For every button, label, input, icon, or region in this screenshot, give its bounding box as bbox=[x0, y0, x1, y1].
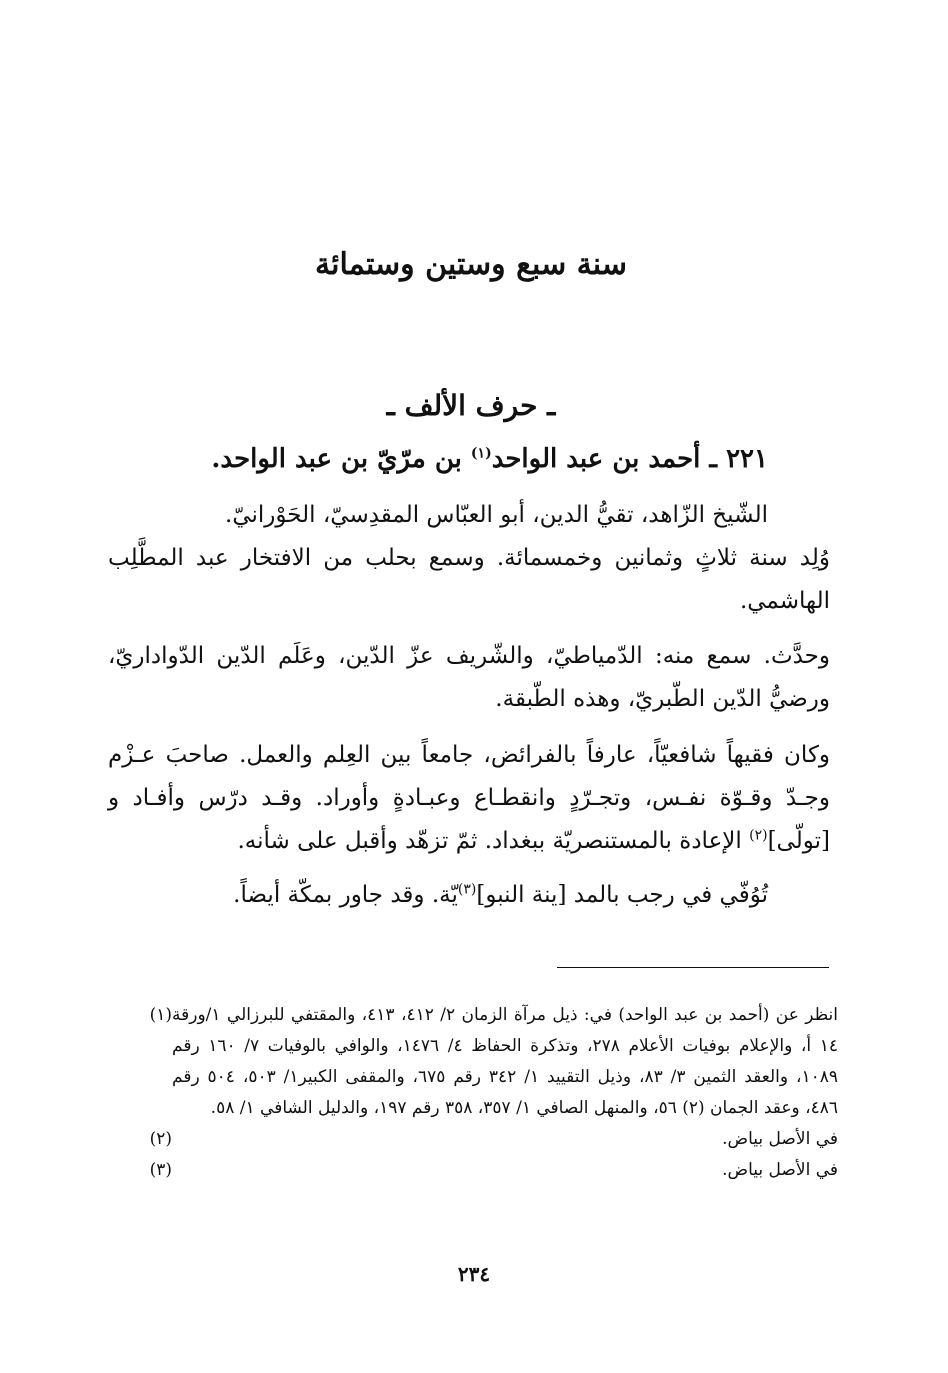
footnote-ref-2: (٢) bbox=[749, 827, 768, 844]
footnote-2 bbox=[108, 1124, 838, 1155]
paragraph-5-text: تُوُفّي في رجب بالمد [ينة النبو] bbox=[476, 882, 768, 908]
footnote-text: في الأصل بياض. bbox=[722, 1160, 838, 1180]
paragraph-3: وحدَّث. سمع منه: الدّمياطيّ، والشّريف عزّ الدّين، وعَلَم الدّين الدّواداريّ، ورضيُّ الدّين الطّبريّ، وهذه الطّبقة. bbox=[108, 643, 830, 712]
paragraph-4 bbox=[108, 734, 830, 863]
footnote-number: (٢) bbox=[149, 1129, 172, 1149]
footnote-1 bbox=[108, 1000, 838, 1124]
footnote-ref-1: (١) bbox=[470, 445, 492, 462]
footnote-number: (١) bbox=[149, 1005, 172, 1025]
footnote-text: انظر عن (أحمد بن عبد الواحد) في: ذيل مرآة الزمان ٢/ ٤١٢، ٤١٣، والمقتفي للبرزالي ١/ورقة ١٤ أ، والإعلام بوفيات الأعلام ٢٧٨، وتذكرة الحفاظ ٤/ ١٤٧٦، والوافي بالوفيات ٧/ ١٦٠ رقم ١٠٨٩، والعقد الثمين ٣/ ٨٣، وذيل التقييد ١/ ٣٤٢ رقم ٦٧٥، والمقفى الكبير١/ ٥٠٣، ٥٠٤ رقم ٤٨٦، وعقد الجمان (٢) ٥٦، والمنهل الصافي ١/ ٣٥٧، ٣٥٨ رقم ١٩٧، والدليل الشافي ١/ ٥٨. bbox=[172, 1005, 838, 1118]
paragraph-5-text-rest: يّة. وقد جاور بمكّة أيضاً. bbox=[233, 882, 458, 908]
entry-heading bbox=[168, 437, 768, 481]
entry-heading-text-rest: بن مرّيّ بن عبد الواحد. bbox=[211, 444, 471, 474]
footnotes bbox=[108, 1000, 838, 1186]
page-number: ٢٣٤ bbox=[457, 1262, 491, 1286]
paragraph-5 bbox=[128, 874, 768, 917]
section-title: ـ حرف الألف ـ bbox=[386, 389, 556, 422]
paragraph-1: الشّيخ الزّاهد، تقيُّ الدين، أبو العبّاس المقدِسيّ، الحَوْرانيّ. bbox=[225, 502, 768, 528]
footnote-number: (٣) bbox=[149, 1160, 172, 1180]
paragraph-4-text: وكان فقيهاً شافعيّاً، عارفاً بالفرائض، جامعاً بين العِلم والعمل. صاحبَ عـزْم وجـدّ وقـوّة نفـس، وتجـرّدٍ وانقطـاع وعبـادةٍ وأوراد. وقـد درّس وأفـاد و [تولّى] bbox=[108, 742, 830, 854]
footnote-3 bbox=[108, 1155, 838, 1186]
entry-heading-text: ٢٢١ ـ أحمد بن عبد الواحد bbox=[491, 444, 768, 474]
page-title: سنة سبع وستين وستمائة bbox=[315, 247, 627, 282]
paragraph-2: وُلِد سنة ثلاثٍ وثمانين وخمسمائة. وسمع بحلب من الافتخار عبد المطَّلِب الهاشمي. bbox=[108, 545, 830, 614]
footnote-text: في الأصل بياض. bbox=[722, 1129, 838, 1149]
paragraph-4-text-rest: الإعادة بالمستنصريّة ببغداد. ثمّ تزهّد وأقبل على شأنه. bbox=[237, 828, 750, 854]
footnote-divider bbox=[557, 967, 829, 968]
footnote-ref-3: (٣) bbox=[457, 881, 477, 898]
